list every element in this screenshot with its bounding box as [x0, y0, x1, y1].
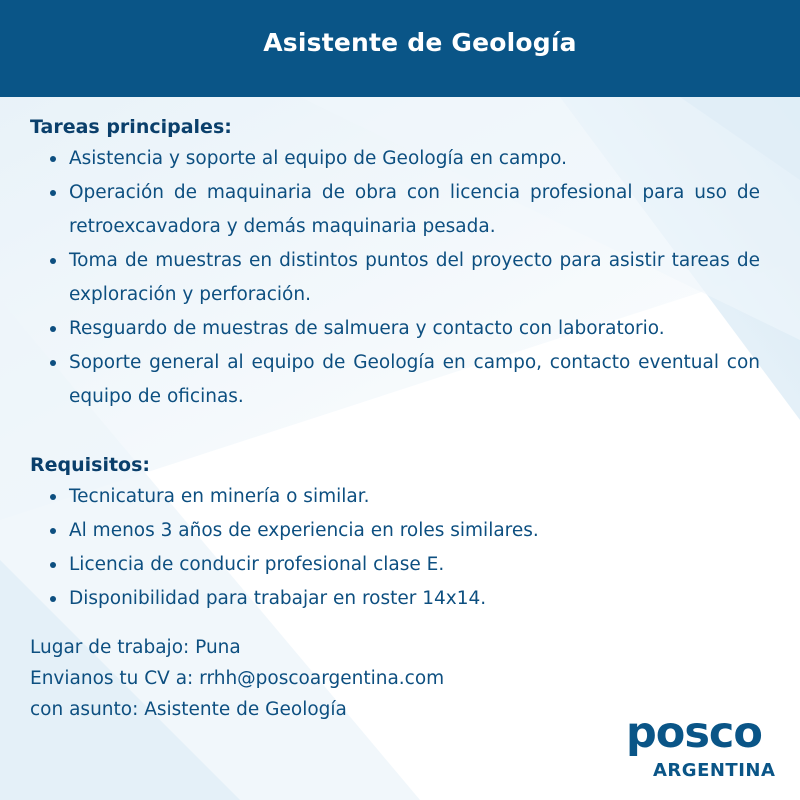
- logo-subtitle: ARGENTINA: [653, 760, 776, 781]
- list-item: Disponibilidad para trabajar en roster 14x14.: [30, 582, 760, 616]
- cv-email[interactable]: Envianos tu CV a: rrhh@poscoargentina.com: [30, 668, 445, 689]
- list-item: Tecnicatura en minería o similar.: [30, 480, 760, 514]
- list-item: Toma de muestras en distintos puntos del proyecto para asistir tareas de exploración y perforación.: [30, 244, 760, 312]
- tareas-heading: Tareas principales:: [30, 116, 232, 138]
- tareas-list: [30, 142, 760, 414]
- list-item: Resguardo de muestras de salmuera y contacto con laboratorio.: [30, 312, 760, 346]
- list-item: Licencia de conducir profesional clase E.: [30, 548, 760, 582]
- section-spacer: [30, 414, 760, 450]
- list-item: Asistencia y soporte al equipo de Geología en campo.: [30, 142, 760, 176]
- list-item: Al menos 3 años de experiencia en roles similares.: [30, 514, 760, 548]
- list-item: Operación de maquinaria de obra con licencia profesional para uso de retroexcavadora y demás maquinaria pesada.: [30, 176, 760, 244]
- requisitos-list: [30, 480, 760, 616]
- logo-wordmark: posco: [626, 708, 762, 758]
- header-banner: [0, 0, 800, 97]
- posco-logo: [626, 710, 786, 790]
- work-location: Lugar de trabajo: Puna: [30, 637, 241, 658]
- list-item: Soporte general al equipo de Geología en campo, contacto eventual con equipo de oficinas.: [30, 346, 760, 414]
- page-title: Asistente de Geología: [263, 28, 577, 57]
- email-subject: con asunto: Asistente de Geología: [30, 699, 347, 720]
- requisitos-heading: Requisitos:: [30, 454, 151, 476]
- main-content: [30, 112, 760, 725]
